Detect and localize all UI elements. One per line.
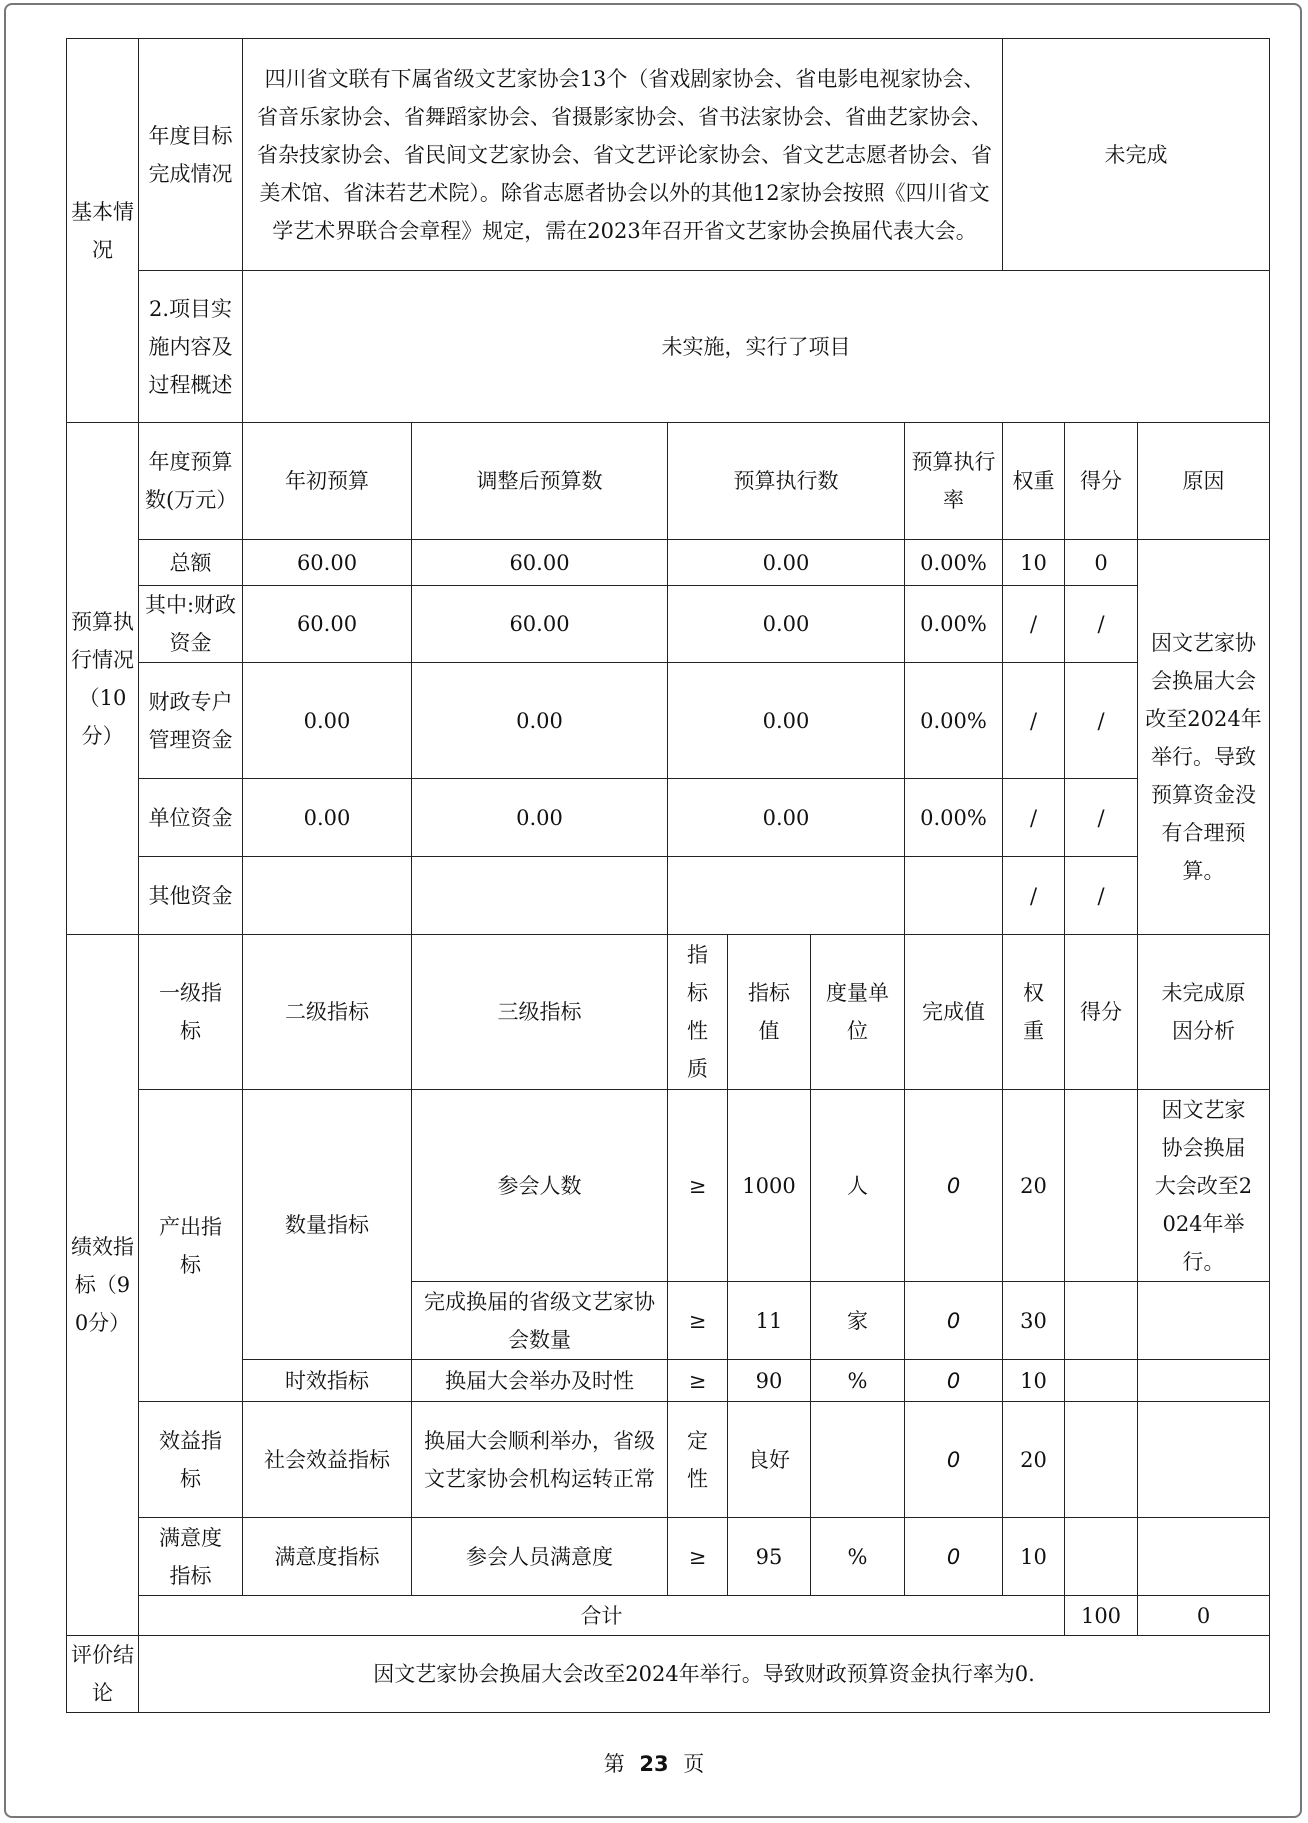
basic-section-label: 基本情况 [67,39,139,423]
perf-header-done: 完成值 [905,935,1003,1090]
budget-score: / [1065,663,1138,779]
budget-weight: / [1003,663,1065,779]
perf-nature: ≥ [668,1360,728,1402]
perf-header-level2: 二级指标 [243,935,412,1090]
budget-row [67,540,1270,586]
conclusion-row [67,1636,1270,1713]
budget-weight: / [1003,857,1065,935]
budget-section-label: 预算执行情况（10分） [67,423,139,935]
perf-reason: 因文艺家协会换届大会改至2024年举行。 [1138,1090,1270,1282]
perf-unit: 人 [811,1090,905,1282]
budget-header-annual: 年度预算数(万元） [139,423,243,540]
budget-row-label: 单位资金 [139,779,243,857]
perf-header-nature: 指标性质 [668,935,728,1090]
budget-weight: / [1003,779,1065,857]
total-label: 合计 [139,1596,1065,1636]
perf-value: 90 [728,1360,811,1402]
conclusion-text: 因文艺家协会换届大会改至2024年举行。导致财政预算资金执行率为0. [139,1636,1270,1713]
total-weight: 100 [1065,1596,1138,1636]
perf-done: 0 [905,1402,1003,1518]
budget-adjusted [412,857,668,935]
budget-rate: 0.00% [905,779,1003,857]
perf-done: 0 [905,1360,1003,1402]
perf-social-label: 社会效益指标 [243,1402,412,1518]
budget-executed [668,857,905,935]
perf-indicator-name: 参会人员满意度 [412,1518,668,1596]
perf-nature: ≥ [668,1518,728,1596]
perf-score [1065,1402,1138,1518]
budget-rate: 0.00% [905,663,1003,779]
perf-done: 0 [905,1090,1003,1282]
perf-quantity-label: 数量指标 [243,1090,412,1360]
budget-reason: 因文艺家协会换届大会改至2024年举行。导致预算资金没有合理预算。 [1138,540,1270,935]
perf-done: 0 [905,1518,1003,1596]
performance-evaluation-table [66,38,1270,1713]
budget-score: / [1065,586,1138,663]
budget-row [67,857,1270,935]
budget-row-label: 其中:财政资金 [139,586,243,663]
perf-row [67,1402,1270,1518]
budget-header-executed: 预算执行数 [668,423,905,540]
budget-initial: 60.00 [243,586,412,663]
perf-value: 良好 [728,1402,811,1518]
perf-done: 0 [905,1282,1003,1360]
perf-nature: ≥ [668,1282,728,1360]
perf-unit [811,1402,905,1518]
budget-executed: 0.00 [668,663,905,779]
budget-executed: 0.00 [668,540,905,586]
budget-score: / [1065,779,1138,857]
budget-row-label: 总额 [139,540,243,586]
total-row [67,1596,1270,1636]
perf-benefit-label: 效益指标 [139,1402,243,1518]
perf-value: 1000 [728,1090,811,1282]
perf-unit: % [811,1518,905,1596]
perf-satisfaction-label: 满意度指标 [139,1518,243,1596]
budget-score: 0 [1065,540,1138,586]
perf-value: 95 [728,1518,811,1596]
perf-weight: 30 [1003,1282,1065,1360]
perf-indicator-name: 换届大会举办及时性 [412,1360,668,1402]
perf-timeliness-label: 时效指标 [243,1360,412,1402]
perf-score [1065,1360,1138,1402]
performance-section-label: 绩效指标（90分） [67,935,139,1636]
perf-header-reason: 未完成原因分析 [1138,935,1270,1090]
budget-header-rate: 预算执行率 [905,423,1003,540]
budget-row [67,663,1270,779]
budget-header-weight: 权重 [1003,423,1065,540]
perf-row [67,1090,1270,1282]
perf-header-level3: 三级指标 [412,935,668,1090]
perf-header-weight: 权重 [1003,935,1065,1090]
budget-score: / [1065,857,1138,935]
budget-executed: 0.00 [668,779,905,857]
perf-reason [1138,1360,1270,1402]
page-footer [0,1748,1308,1778]
budget-rate: 0.00% [905,540,1003,586]
budget-row [67,779,1270,857]
budget-weight: / [1003,586,1065,663]
perf-header-level1: 一级指标 [139,935,243,1090]
perf-header-score: 得分 [1065,935,1138,1090]
impl-text: 未实施，实行了项目 [243,271,1270,423]
budget-weight: 10 [1003,540,1065,586]
perf-nature: ≥ [668,1090,728,1282]
budget-header-reason: 原因 [1138,423,1270,540]
budget-adjusted: 60.00 [412,540,668,586]
perf-row [67,1360,1270,1402]
perf-unit: 家 [811,1282,905,1360]
budget-initial: 0.00 [243,779,412,857]
perf-satisfaction-l2: 满意度指标 [243,1518,412,1596]
goal-text: 四川省文联有下属省级文艺家协会13个（省戏剧家协会、省电影电视家协会、省音乐家协会、省舞蹈家协会、省摄影家协会、省书法家协会、省曲艺家协会、省杂技家协会、省民间文艺家协会、省文艺评论家协会、省文艺志愿者协会、省美术馆、省沫若艺术院）。除省志愿者协会以外的其他12家协会按照《四川省文学艺术界联合会章程》规定，需在2023年召开省文艺家协会换届代表大会。 [243,39,1003,271]
impl-label: 2.项目实施内容及过程概述 [139,271,243,423]
perf-score [1065,1282,1138,1360]
budget-adjusted: 60.00 [412,586,668,663]
perf-header-value: 指标值 [728,935,811,1090]
perf-nature: 定性 [668,1402,728,1518]
footer-prefix: 第 [603,1752,625,1776]
perf-score [1065,1518,1138,1596]
perf-reason [1138,1402,1270,1518]
perf-unit: % [811,1360,905,1402]
budget-adjusted: 0.00 [412,663,668,779]
budget-header-adjusted: 调整后预算数 [412,423,668,540]
perf-reason [1138,1282,1270,1360]
perf-weight: 20 [1003,1402,1065,1518]
budget-rate [905,857,1003,935]
perf-weight: 20 [1003,1090,1065,1282]
budget-row-label: 其他资金 [139,857,243,935]
budget-initial [243,857,412,935]
perf-indicator-name: 换届大会顺利举办，省级文艺家协会机构运转正常 [412,1402,668,1518]
perf-weight: 10 [1003,1360,1065,1402]
page-number: 23 [639,1752,669,1776]
budget-header-initial: 年初预算 [243,423,412,540]
budget-initial: 60.00 [243,540,412,586]
perf-header-unit: 度量单位 [811,935,905,1090]
budget-initial: 0.00 [243,663,412,779]
budget-header-score: 得分 [1065,423,1138,540]
conclusion-label: 评价结论 [67,1636,139,1713]
perf-indicator-name: 完成换届的省级文艺家协会数量 [412,1282,668,1360]
total-score: 0 [1138,1596,1270,1636]
perf-value: 11 [728,1282,811,1360]
budget-row [67,586,1270,663]
perf-indicator-name: 参会人数 [412,1090,668,1282]
budget-rate: 0.00% [905,586,1003,663]
goal-status: 未完成 [1003,39,1270,271]
budget-executed: 0.00 [668,586,905,663]
perf-weight: 10 [1003,1518,1065,1596]
perf-output-label: 产出指标 [139,1090,243,1402]
budget-row-label: 财政专户管理资金 [139,663,243,779]
footer-suffix: 页 [683,1752,705,1776]
perf-reason [1138,1518,1270,1596]
budget-adjusted: 0.00 [412,779,668,857]
goal-label: 年度目标完成情况 [139,39,243,271]
perf-row [67,1518,1270,1596]
perf-score [1065,1090,1138,1282]
